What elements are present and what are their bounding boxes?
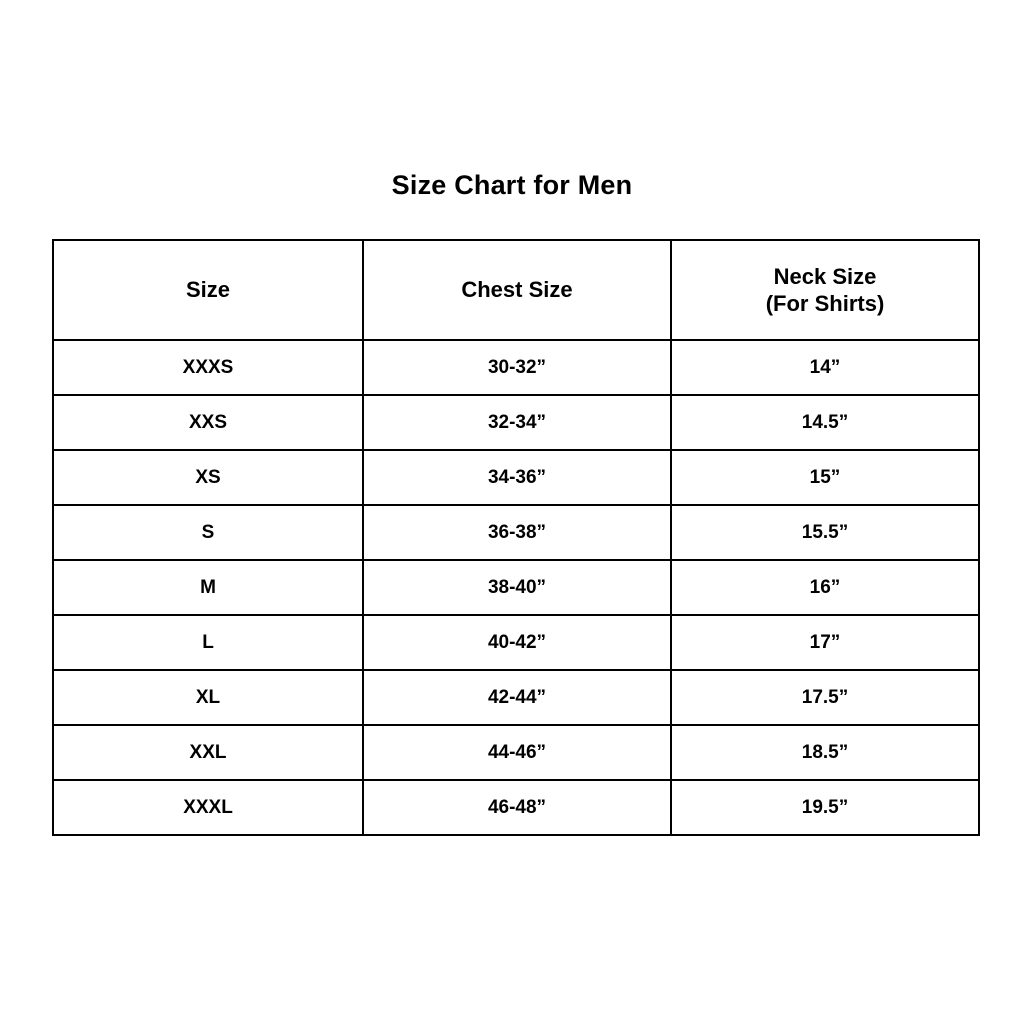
cell-size: XL bbox=[53, 670, 363, 725]
cell-size: L bbox=[53, 615, 363, 670]
table-header bbox=[53, 240, 979, 340]
column-header-neck-label: Neck Size bbox=[773, 263, 877, 289]
size-chart-table bbox=[52, 239, 980, 836]
cell-size: XXXL bbox=[53, 780, 363, 835]
cell-chest: 32-34” bbox=[363, 395, 671, 450]
cell-neck: 19.5” bbox=[671, 780, 979, 835]
table-row bbox=[53, 780, 979, 835]
cell-size: M bbox=[53, 560, 363, 615]
cell-size: XS bbox=[53, 450, 363, 505]
column-header-chest-label: Chest Size bbox=[461, 277, 573, 303]
column-header-size bbox=[53, 240, 363, 340]
table-row bbox=[53, 395, 979, 450]
cell-neck: 15.5” bbox=[671, 505, 979, 560]
cell-neck: 16” bbox=[671, 560, 979, 615]
cell-neck: 18.5” bbox=[671, 725, 979, 780]
cell-size: XXL bbox=[53, 725, 363, 780]
cell-size: XXS bbox=[53, 395, 363, 450]
cell-chest: 44-46” bbox=[363, 725, 671, 780]
column-header-chest bbox=[363, 240, 671, 340]
cell-neck: 15” bbox=[671, 450, 979, 505]
column-header-neck bbox=[671, 240, 979, 340]
cell-chest: 34-36” bbox=[363, 450, 671, 505]
table-header-row bbox=[53, 240, 979, 340]
page-title: Size Chart for Men bbox=[391, 170, 633, 200]
cell-chest: 38-40” bbox=[363, 560, 671, 615]
cell-chest: 46-48” bbox=[363, 780, 671, 835]
table-row bbox=[53, 725, 979, 780]
table-row bbox=[53, 450, 979, 505]
cell-chest: 42-44” bbox=[363, 670, 671, 725]
cell-size: S bbox=[53, 505, 363, 560]
table-row bbox=[53, 505, 979, 560]
cell-chest: 36-38” bbox=[363, 505, 671, 560]
cell-neck: 17” bbox=[671, 615, 979, 670]
table-row bbox=[53, 615, 979, 670]
cell-size: XXXS bbox=[53, 340, 363, 395]
column-header-size-label: Size bbox=[185, 277, 231, 303]
column-header-neck-sublabel: (For Shirts) bbox=[765, 291, 885, 316]
table-body bbox=[53, 340, 979, 835]
cell-chest: 40-42” bbox=[363, 615, 671, 670]
cell-neck: 17.5” bbox=[671, 670, 979, 725]
cell-neck: 14” bbox=[671, 340, 979, 395]
table-row bbox=[53, 670, 979, 725]
table-row bbox=[53, 560, 979, 615]
cell-chest: 30-32” bbox=[363, 340, 671, 395]
table-row bbox=[53, 340, 979, 395]
cell-neck: 14.5” bbox=[671, 395, 979, 450]
